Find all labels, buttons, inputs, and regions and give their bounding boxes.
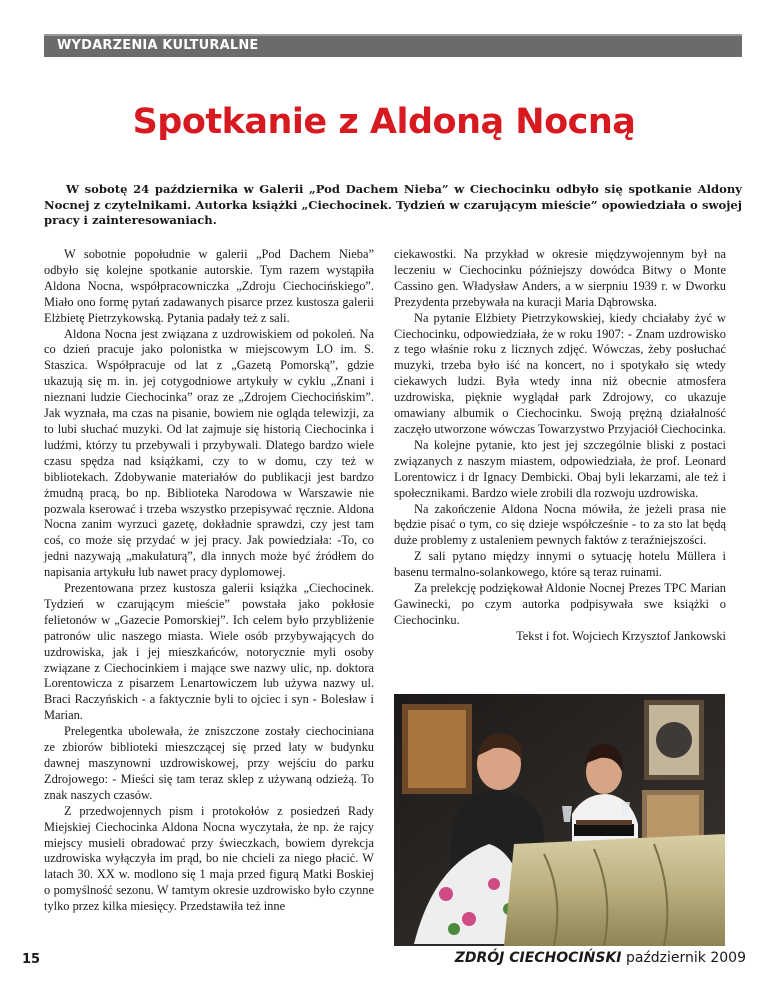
footer-publication — [455, 950, 746, 966]
paragraph: Z sali pytano między innymi o sytuację hotelu Müllera i basenu termalno-solankowego, które są teraz ruinami. — [394, 549, 726, 580]
right-column — [394, 247, 726, 645]
left-column — [44, 247, 374, 915]
paragraph: Na pytanie Elżbiety Pietrzykowskiej, kiedy chciałaby żyć w Ciechocinku, odpowiedziała, że w roku 1907: - Znam uzdrowisko z tego właśnie roku z licznych zdjęć. Wówczas, żeby posłuchać muzyki, trzeba było iść na koncert, no i spotykało się wtedy ciekawych ludzi. Była wtedy inna niż obecnie atmosfera uzdrowiska, pięknie wyglądał park Zdrojowy, co ukazuje omawiany albumik o Ciechocinku. Swoją prężną działalność zaczęło utworzone wówczas Towarzystwo Przyjaciół Ciechocinka. — [394, 310, 726, 436]
paragraph: Na zakończenie Aldona Nocna mówiła, że jeżeli prasa nie będzie pisać o tym, co się dzieje współcześnie - to za sto lat będą duże problemy z ustaleniem pewnych faktów z teraźniejszości. — [394, 501, 726, 548]
paragraph: Za prelekcję podziękował Aldonie Nocnej Prezes TPC Marian Gawinecki, po czym autorka podpisywała swe książki o Ciechocinku. — [394, 581, 726, 627]
article-lead — [44, 182, 742, 229]
photo-illustration — [394, 694, 725, 946]
event-photo — [394, 694, 725, 946]
paragraph: Na kolejne pytanie, kto jest jej szczególnie bliski z postaci związanych z naszym miastem, odpowiedziała, że prof. Leonard Lorentowicz i dr Ignacy Dembicki. Obaj byli lekarzami, ale też i społecznikami. Bardzo wiele zrobili dla rozwoju uzdrowiska. — [394, 437, 726, 500]
lead-text: W sobotę 24 października w Galerii „Pod Dachem Nieba” w Ciechocinku odbyło się spotkanie Aldony Nocnej z czytelnikami. Autorka książki „Ciechocinek. Tydzień w czarującym mieście” opowiedziała o swojej pracy i zainteresowaniach. — [44, 182, 742, 227]
paragraph: W sobotnie popołudnie w galerii „Pod Dachem Nieba” odbyło się kolejne spotkanie autorskie. Tym razem wystąpiła Aldona Nocna, współpracowniczka „Zdroju Ciechocińskiego”. Miało ono formę pytań zadawanych pisarce przez kustosza galerii Elżbietę Pietrzykowską. Pytania padały też z sali. — [44, 247, 374, 325]
page-number: 15 — [22, 952, 41, 967]
paragraph: Aldona Nocna jest związana z uzdrowiskiem od pokoleń. Na co dzień pracuje jako polonistka w miejscowym LO im. S. Staszica. Współpracuje od lat z „Gazetą Pomorską”, gdzie ukazują się m. in. jej cotygodniowe artykuły w cyklu „Znani i nieznani ludzie Ciechocinka” oraz ze „Zdrojem Ciechocińskim”. Jak wyznała, ma czas na pisanie, bowiem nie ogląda telewizji, za to lubi słuchać muzyki. Od lat zajmuje się historią Ciechocinka i ludźmi, którzy tu przebywali i przybywali. Dlatego bardzo wiele czasu spędza nad książkami, czy to w domu, czy też w bibliotekach. Zdobywanie materiałów do publikacji jest bardzo żmudną pracą, bo np. Biblioteka Narodowa w Warszawie nie pozwala kserować i trzeba wszystko przepisywać ręcznie. Aldona Nocna zanim wyrzuci gazetę, dokładnie sprawdzi, czy jest tam coś, co może się przydać w jej pracy. Jak powiedziała: -To, co jedni nazywają „makulaturą”, dla innych może być źródłem do napisania artykułu lub nawet pracy dyplomowej. — [44, 326, 374, 580]
photo-credit: Tekst i fot. Wojciech Krzysztof Jankowski — [516, 628, 726, 643]
article-title: Spotkanie z Aldoną Nocną — [132, 102, 636, 142]
issue-date: październik 2009 — [625, 950, 746, 966]
paragraph: ciekawostki. Na przykład w okresie międzywojennym był na leczeniu w Ciechocinku późniejszy dowódca Bitwy o Monte Cassino gen. Władysław Anders, a w sierpniu 1939 r. w Dworku Prezydenta przebywała na kuracji Maria Dąbrowska. — [394, 247, 726, 309]
section-label: WYDARZENIA KULTURALNE — [57, 38, 259, 53]
paragraph: Prelegentka ubolewała, że zniszczone zostały ciechociniana ze zbiorów biblioteki mieszczącej się przed laty w budynku dawnej maszynowni uzdrowiskowej, przy wejściu do parku Zdrojowego: - Mieści się tam teraz sklep z używaną odzieżą. To znak naszych czasów. — [44, 724, 374, 802]
paragraph: Z przedwojennych pism i protokołów z posiedzeń Rady Miejskiej Ciechocinka Aldona Nocna wyczytała, że np. że rajcy miejscy musieli obradować przy świeczkach, bowiem dyrekcja uzdrowiska wyłączyła im prąd, bo nie chcieli za niego płacić. W latach 30. XX w. modlono się 1 maja przed figurą Matki Boskiej o pomyślność sezonu. W tamtym okresie uzdrowisko było czynne tylko przez kilka miesięcy. Przedstawiła też inne — [44, 803, 374, 914]
magazine-name: ZDRÓJ CIECHOCIŃSKI — [454, 950, 622, 966]
section-header-bar — [44, 34, 742, 57]
paragraph: Prezentowana przez kustosza galerii książka „Ciechocinek. Tydzień w czarującym mieście” powstała jako pokłosie felietonów w „Gazecie Pomorskiej”. Ich celem było przybliżenie patronów ulic naszego miasta. Wiele osób przybywających do uzdrowiska, jak i jej mieszkańców, notorycznie myli osoby związane z Ciechocinkiem i mające swe nazwy ulic, np. doktora Lorentowicza z pisarzem Lenartowiczem lub używa nazwy ul. Braci Raczyńskich - a faktycznie byli to ojciec i syn - Bolesław i Marian. — [44, 581, 374, 723]
